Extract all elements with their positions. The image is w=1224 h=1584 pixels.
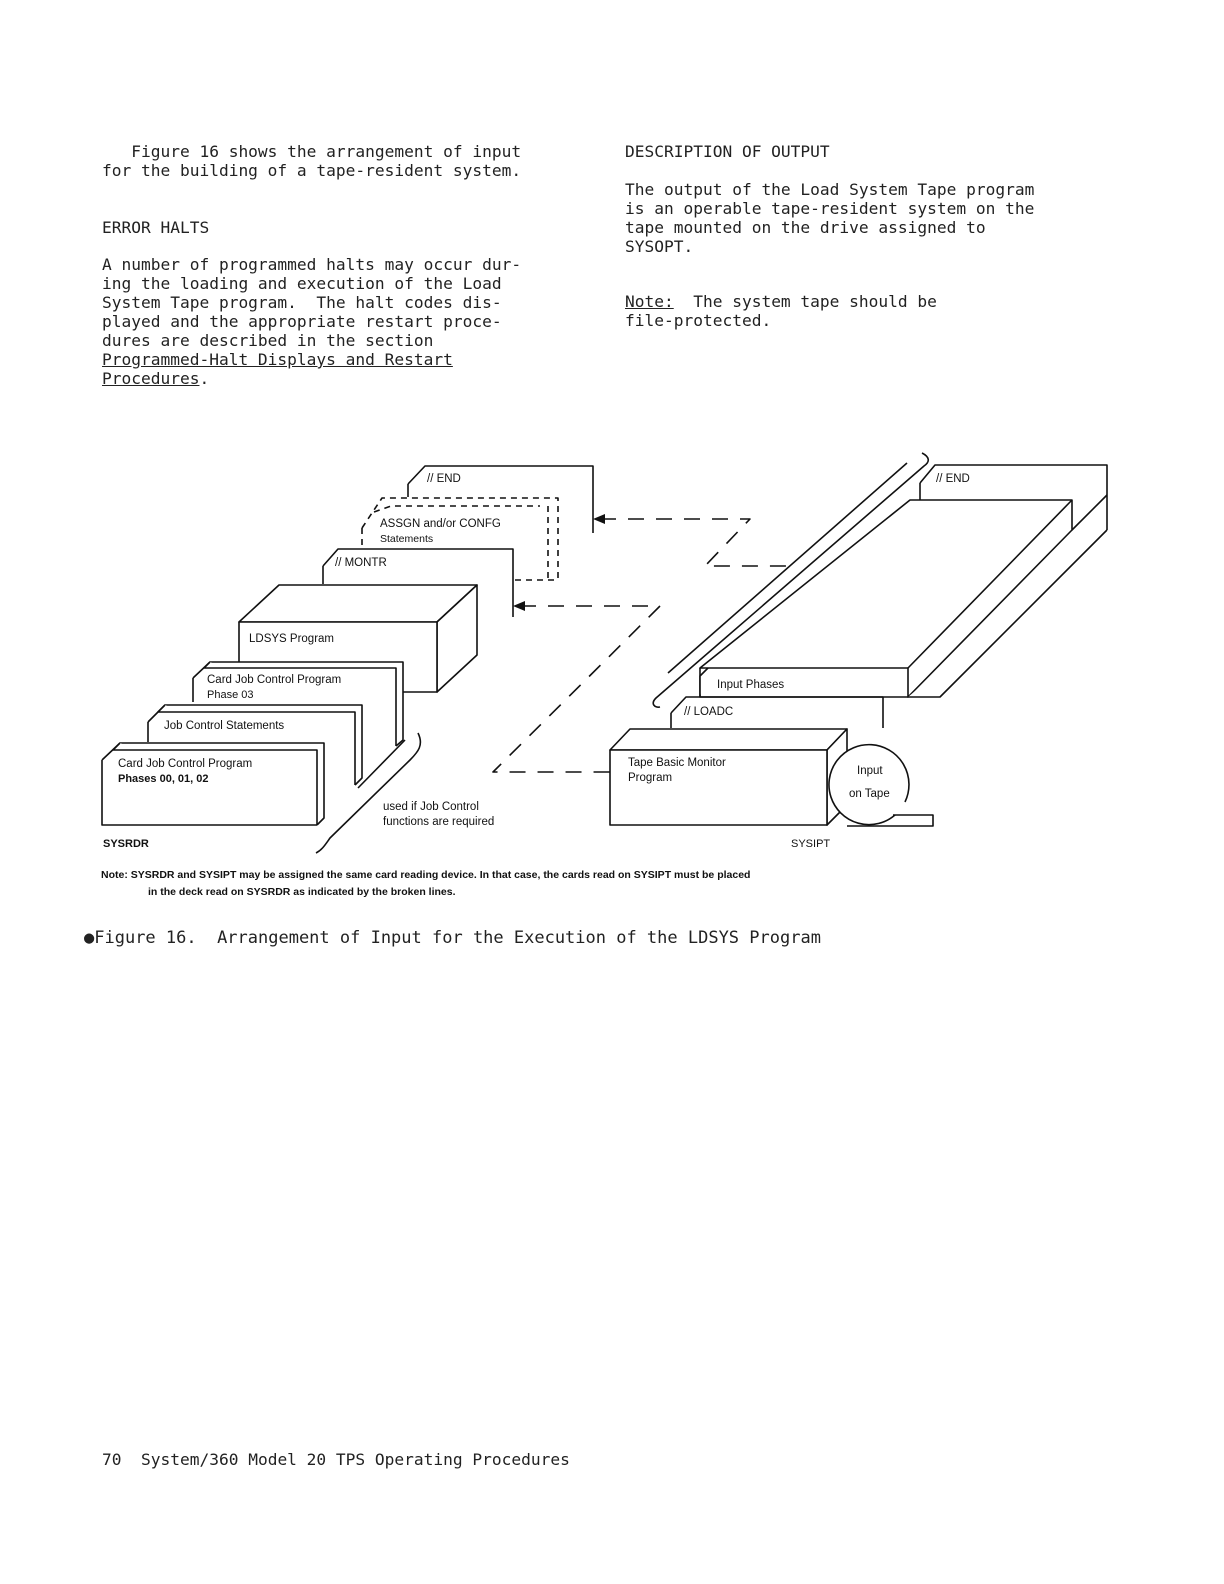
tape-reel [829,745,933,826]
output-line-4: SYSOPT. [625,237,694,256]
job-control-statements-label: Job Control Statements [164,720,285,732]
note-text-2: file-protected. [625,311,772,330]
assgn-label-1: ASSGN and/or CONFG [380,518,501,530]
error-line-4: played and the appropriate restart proce- [102,312,502,331]
output-line-3: tape mounted on the drive assigned to [625,218,986,237]
section-reference-link-line2: Procedures [102,369,200,388]
loadc-card [671,697,883,728]
note-label: Note: [625,292,674,311]
tape-basic-monitor-box [610,729,847,825]
note-paragraph [625,292,937,330]
card-job-03-label-1: Card Job Control Program [207,674,342,686]
output-line-1: The output of the Load System Tape program [625,180,1035,199]
used-if-label-1: used if Job Control [383,801,479,813]
page-footer [102,1450,570,1469]
card-job-phases-00-01-02 [102,743,324,825]
card-job-03-label-2: Phase 03 [207,689,254,701]
section-reference-link-line1: Programmed-Halt Displays and Restart [102,350,453,369]
input-on-tape-label-2: on Tape [849,788,890,800]
input-on-tape-label-1: Input [857,765,883,777]
ldsys-label: LDSYS Program [249,633,335,645]
card-job-00-label-1: Card Job Control Program [118,758,253,770]
error-halts-heading: ERROR HALTS [102,218,210,237]
loadc-label: // LOADC [684,706,734,718]
dashed-connector-end [600,519,795,566]
card-job-00-label-2: Phases 00, 01, 02 [118,773,209,785]
arrow-montr [513,601,525,611]
error-line-5: dures are described in the section [102,331,434,350]
description-of-output-heading: DESCRIPTION OF OUTPUT [625,142,830,161]
error-halts-paragraph [102,255,521,388]
error-line-2: ing the loading and execution of the Load [102,274,502,293]
tape-monitor-label-2: Program [628,772,673,784]
input-phases-label: Input Phases [717,679,785,691]
input-phases-box [700,495,1107,697]
note-text-1: The system tape should be [673,292,937,311]
montr-label: // MONTR [335,557,387,569]
footer-title: System/360 Model 20 TPS Operating Procedures [141,1450,570,1469]
assgn-label-2: Statements [380,533,434,545]
page-number: 70 [102,1450,122,1469]
used-if-label-2: functions are required [383,816,495,828]
tape-monitor-label-1: Tape Basic Monitor [628,757,726,769]
period: . [199,369,210,388]
figure-caption [84,929,821,948]
error-line-3: System Tape program. The halt codes dis- [102,293,502,312]
caption-bullet: ● [84,928,95,948]
intro-line-2: for the building of a tape-resident system. [102,161,522,180]
output-line-2: is an operable tape-resident system on the [625,199,1035,218]
end-left-label: // END [427,473,461,485]
end-right-label: // END [936,473,970,485]
sysipt-label: SYSIPT [791,838,831,850]
left-column [102,142,521,180]
sysrdr-label: SYSRDR [103,838,149,850]
intro-line-1: Figure 16 shows the arrangement of input [102,142,522,161]
figure-note-line-2: in the deck read on SYSRDR as indicated by the broken lines. [148,886,456,898]
error-line-1: A number of programmed halts may occur dur- [102,255,522,274]
caption-text: Figure 16. Arrangement of Input for the Execution of the LDSYS Program [94,928,821,948]
figure-16-diagram [0,440,1224,910]
output-paragraph [625,180,1034,256]
figure-note-line-1: Note: SYSRDR and SYSIPT may be assigned the same card reading device. In that case, the cards read on SYSIPT must be placed [101,869,751,881]
brace-inner [358,740,405,788]
arrow-end [593,514,605,524]
